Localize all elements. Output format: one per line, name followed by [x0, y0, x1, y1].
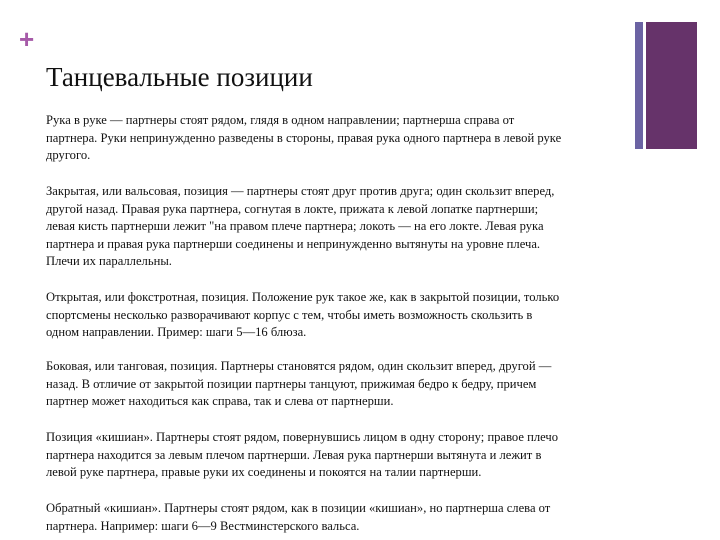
paragraph-line: партнер может находиться как справа, так и слева от партнерши.	[46, 394, 394, 409]
decorative-bar-thin	[635, 22, 643, 149]
paragraph-3	[46, 289, 636, 342]
paragraph-line: Обратный «кишиан». Партнеры стоят рядом, как в позиции «кишиан», но партнерша слева от	[46, 501, 551, 515]
paragraph-line: партнера и правая рука партнерши соединены и непринужденно вытянуты на уровне плеча.	[46, 236, 541, 251]
paragraph-line: другой назад. Правая рука партнера, согнутая в локте, прижата к левой лопатке партнерши;	[46, 201, 539, 216]
paragraph-1	[46, 112, 636, 165]
paragraph-line: Боковая, или танговая, позиция. Партнеры становятся рядом, один скользит вперед, другой —	[46, 359, 552, 373]
paragraph-line: партнера. Например: шаги 6—9 Вестминстерского вальса.	[46, 518, 360, 533]
decorative-bar-wide	[646, 22, 697, 149]
paragraph-line: Плечи их параллельны.	[46, 254, 172, 269]
paragraph-line: Закрытая, или вальсовая, позиция — партнеры стоят друг против друга; один скользит вперед,	[46, 184, 555, 198]
paragraph-line: спортсмены несколько разворачивают корпус с тем, чтобы иметь возможность скользить в	[46, 307, 533, 322]
paragraph-line: Открытая, или фокстротная, позиция. Положение рук такое же, как в закрытой позиции, только	[46, 290, 560, 304]
paragraph-line: левой руке партнера, правые руки их соединены и покоятся на талии партнерши.	[46, 465, 482, 480]
paragraph-4	[46, 358, 636, 411]
paragraph-line: другого.	[46, 148, 91, 163]
paragraph-line: одном направлении. Пример: шаги 5—16 блюза.	[46, 325, 307, 340]
paragraph-line: партнера находится за левым плечом партнерши. Левая рука партнерши вытянута и лежит в	[46, 447, 542, 462]
paragraph-line: левая кисть партнерши лежит "на правом плече партнера; локоть — на его локте. Левая рука	[46, 219, 544, 234]
paragraph-6	[46, 500, 636, 535]
paragraph-line: партнера. Руки непринужденно разведены в стороны, правая рука одного партнера в левой руке	[46, 130, 562, 145]
paragraph-2	[46, 183, 636, 271]
paragraph-line: Позиция «кишиан». Партнеры стоят рядом, повернувшись лицом в одну сторону; правое плечо	[46, 430, 559, 444]
paragraph-5	[46, 429, 636, 482]
paragraph-line: назад. В отличие от закрытой позиции партнеры танцуют, прижимая бедро к бедру, причем	[46, 376, 537, 391]
paragraph-line: Рука в руке — партнеры стоят рядом, глядя в одном направлении; партнерша справа от	[46, 113, 515, 127]
slide-title: Танцевальные позиции	[46, 62, 313, 92]
plus-icon: +	[19, 24, 35, 54]
